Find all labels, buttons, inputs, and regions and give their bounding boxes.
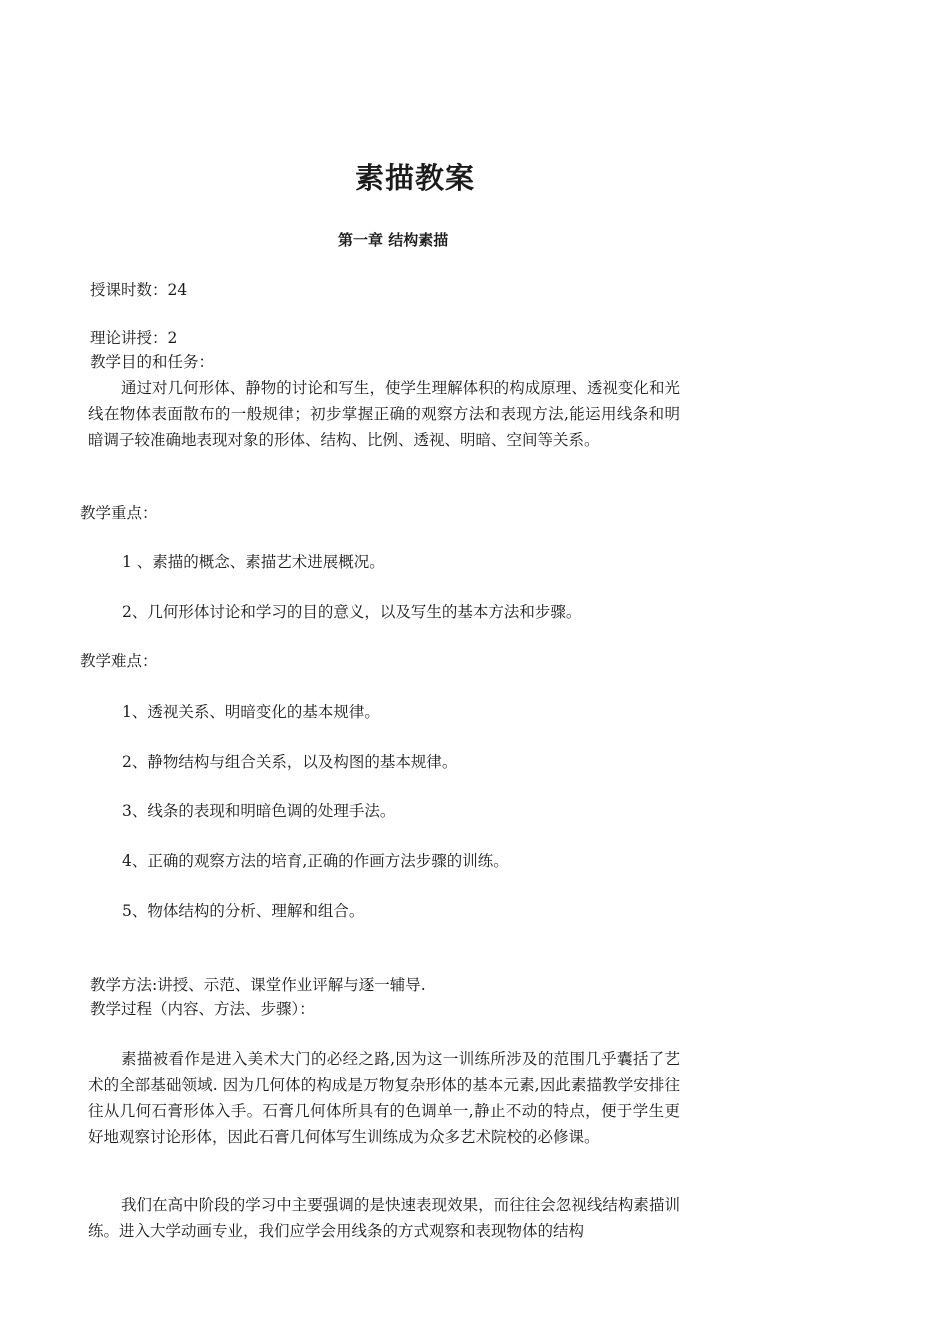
difficulty-item: 3、线条的表现和明暗色调的处理手法。	[122, 802, 396, 820]
difficulty-item: 5、物体结构的分析、理解和组合。	[122, 902, 365, 920]
process-label: 教学过程（内容、方法、步骤）：	[90, 1000, 315, 1018]
teaching-method: 教学方法:讲授、示范、课堂作业评解与逐一辅导.	[90, 976, 426, 994]
difficulty-item: 2、静物结构与组合关系，以及构图的基本规律。	[122, 753, 458, 771]
body-paragraph: 我们在高中阶段的学习中主要强调的是快速表现效果，而往往会忽视线结构素描训练。进入大学动画专业，我们应学会用线条的方式观察和表现物体的结构	[88, 1196, 680, 1240]
difficulty-item: 4、正确的观察方法的培育,正确的作画方法步骤的训练。	[122, 852, 509, 870]
chapter-heading: 第一章 结构素描	[338, 231, 449, 249]
document-title: 素描教案	[355, 161, 476, 195]
key-point-item: 2、几何形体讨论和学习的目的意义，以及写生的基本方法和步骤。	[122, 603, 582, 621]
body-paragraph: 素描被看作是进入美术大门的必经之路,因为这一训练所涉及的范围几乎囊括了艺术的全部基础领域. 因为几何体的构成是万物复杂形体的基本元素,因此素描教学安排往往从几何石膏形体入手。石膏几何体所具有的色调单一,静止不动的特点，便于学生更好地观察讨论形体，因此石膏几何体写生训练成为众多艺术院校的必修课。	[88, 1050, 680, 1146]
teaching-hours: 授课时数：24	[90, 281, 188, 299]
difficulty-item: 1、透视关系、明暗变化的基本规律。	[122, 703, 380, 721]
key-points-label: 教学重点：	[80, 504, 158, 522]
key-point-item: 1 、素描的概念、素描艺术进展概况。	[122, 553, 385, 571]
objective-label: 教学目的和任务：	[90, 353, 215, 371]
theory-hours: 理论讲授：2	[90, 329, 178, 347]
difficulties-label: 教学难点：	[80, 652, 158, 670]
objective-paragraph: 通过对几何形体、静物的讨论和写生，使学生理解体积的构成原理、透视变化和光线在物体表面散布的一般规律；初步掌握正确的观察方法和表现方法,能运用线条和明暗调子较准确地表现对象的形体、结构、比例、透视、明暗、空间等关系。	[88, 379, 680, 449]
